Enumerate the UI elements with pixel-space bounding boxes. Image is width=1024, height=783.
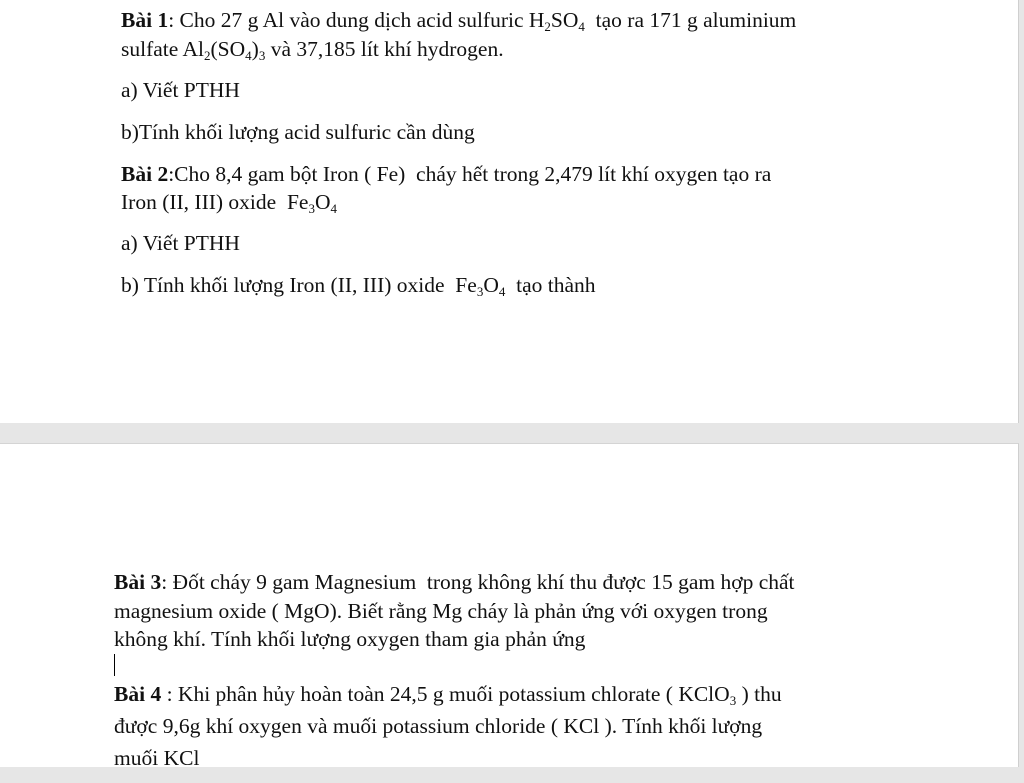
bai1-line-1 [121, 6, 796, 34]
bai2-part-b [121, 271, 596, 299]
subscript: 4 [245, 48, 252, 63]
bai4-line-2: được 9,6g khí oxygen và muối potassium chloride ( KCl ). Tính khối lượng [114, 714, 763, 738]
bai2-line-1 [121, 160, 771, 188]
subscript: 4 [578, 19, 585, 34]
bai2-text-pb-c: tạo thành [505, 273, 596, 297]
bai4-label: Bài 4 [114, 682, 162, 706]
bai1-line-2 [121, 35, 504, 63]
bai1-text-1a: : Cho 27 g Al vào dung dịch acid sulfuric H [168, 8, 545, 32]
bai1-label: Bài 1 [121, 8, 169, 32]
bai1-part-b: b)Tính khối lượng acid sulfuric cần dùng [121, 120, 475, 144]
subscript: 2 [544, 19, 551, 34]
bai1-text-2a: sulfate Al [121, 37, 204, 61]
subscript: 3 [308, 201, 315, 216]
bai2-text-2b: O [314, 190, 331, 214]
bai2-text-2a: Iron (II, III) oxide Fe [121, 190, 309, 214]
text-cursor[interactable] [114, 654, 115, 676]
bai2-text-pb-a: b) Tính khối lượng Iron (II, III) oxide Fe [121, 273, 477, 297]
bai3-line-1 [114, 568, 795, 596]
subscript: 4 [330, 201, 337, 216]
bai4-line-1 [114, 680, 782, 708]
subscript: 2 [204, 48, 211, 63]
bai1-text-2b: (SO [210, 37, 246, 61]
subscript: 3 [729, 693, 737, 708]
bai3-text-1: : Đốt cháy 9 gam Magnesium trong không khí thu được 15 gam hợp chất [161, 570, 795, 594]
bai1-text-1b: SO [550, 8, 579, 32]
bai3-label: Bài 3 [114, 570, 162, 594]
bai4-text-1a: : Khi phân hủy hoàn toàn 24,5 g muối potassium chlorate ( KClO [161, 682, 730, 706]
bai2-line-2 [121, 188, 337, 216]
bai4-line-3: muối KCl [114, 746, 200, 770]
bai1-text-2c: ) [251, 37, 259, 61]
bai2-part-a: a) Viết PTHH [121, 231, 240, 255]
bai3-line-3: không khí. Tính khối lượng oxygen tham gia phản ứng [114, 627, 586, 651]
bai2-text-1: :Cho 8,4 gam bột Iron ( Fe) cháy hết trong 2,479 lít khí oxygen tạo ra [168, 162, 772, 186]
bai4-text-1b: ) thu [736, 682, 782, 706]
bai2-text-pb-b: O [483, 273, 499, 297]
bai1-part-a: a) Viết PTHH [121, 78, 240, 102]
subscript: 3 [258, 48, 266, 63]
bai1-text-2d: và 37,185 lít khí hydrogen. [265, 37, 504, 61]
subscript: 3 [476, 284, 484, 299]
bai3-line-2: magnesium oxide ( MgO). Biết rằng Mg cháy là phản ứng với oxygen trong [114, 599, 768, 623]
bai1-text-1c: tạo ra 171 g aluminium [584, 8, 797, 32]
subscript: 4 [498, 284, 506, 299]
bai2-label: Bài 2 [121, 162, 169, 186]
